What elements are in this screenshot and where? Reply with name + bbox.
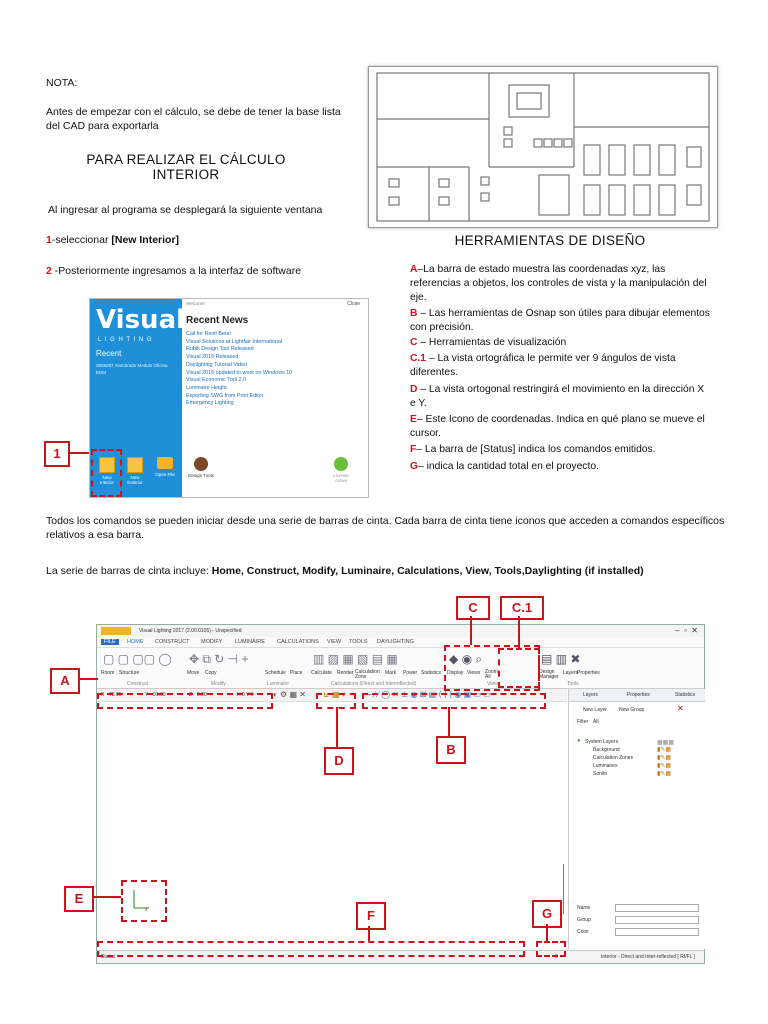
nota-label: NOTA: (46, 77, 78, 89)
license-label: License Active (333, 473, 349, 483)
tool-key-g: G (410, 460, 419, 472)
splash-window (89, 298, 369, 498)
tool-text-c: – Herramientas de visualización (417, 337, 567, 349)
calc-mode: Interior - Direct and Inter-reflected [ Rf/FL ] (601, 954, 696, 960)
tool-text-f: – La barra de [Status] indica los comandos emitidos. (416, 444, 656, 456)
tool-item-d (410, 383, 710, 411)
app-title: Visual Lighting 2017 (2.00.0105) - Unspecified (139, 628, 242, 634)
news-link[interactable]: Luminaire Height (186, 384, 227, 391)
new-exterior-label: New Exterior (127, 475, 143, 485)
tool-text-g: – indica la cantidad total en el proyecto. (418, 460, 599, 472)
group-calculations: Calculations (Direct and Interreflected) (331, 681, 417, 687)
folder-icon (157, 457, 173, 469)
layer-root-icon: ● (577, 738, 581, 744)
name-label: Name (577, 905, 591, 911)
splash-news-panel (182, 299, 368, 497)
tool-key-f: F (410, 444, 417, 456)
design-tools-button[interactable] (188, 457, 214, 478)
ribbon-icons-view: ◆ ◉ ⌕ (449, 652, 483, 666)
ribbon-list-names: Home, Construct, Modify, Luminaire, Calculations, View, Tools,Daylighting (if installed) (211, 565, 644, 577)
osnap-icons[interactable]: ⌁ ∕ ∕ ◯ ✕ ⊥ ◉ ⊠ ▤ ⟨ ⟨ ⟨ ◉ ▣ ▭ ▭ (367, 690, 491, 699)
group-label: Group (577, 917, 591, 923)
section-heading-interior: PARA REALIZAR EL CÁLCULO INTERIOR (86, 152, 286, 182)
tools-heading: HERRAMIENTAS DE DISEÑO (454, 233, 646, 248)
tool-item-b (410, 307, 710, 335)
tool-text-b: – Las herramientas de Osnap son útiles para dibujar elementos con precisión. (410, 307, 710, 333)
group-modify: Modify (211, 681, 226, 687)
tool-key-e: E (410, 414, 417, 426)
step-1 (46, 233, 179, 247)
callout-e-line (92, 896, 121, 898)
news-link[interactable]: Visual 2016 updated to work on Windows 10 (186, 369, 293, 376)
tool-text-a: –La barra de estado muestra las coordenadas xyz, las referencias a objetos, los controles de vista y la manipulación del eje. (410, 264, 707, 304)
view-control-icons[interactable]: ◐ ⚙ ▦ ✕ (273, 690, 306, 699)
callout-d: D (324, 747, 354, 775)
tool-key-a: A (410, 264, 418, 275)
ribbon-btn-statistics[interactable]: Statistics (421, 670, 442, 676)
ribbon-icons-tools: ▤ ▥ ✖ (541, 652, 581, 666)
step-1-number: 1 (46, 234, 52, 246)
coord-y-value: 01.00 (153, 692, 166, 698)
layer-color-icons[interactable]: ▮✎▦ (657, 755, 671, 761)
new-layer-button[interactable]: New Layer (583, 707, 607, 713)
tab-layers[interactable]: Layers (583, 692, 599, 698)
ribbon-tabs (97, 637, 704, 648)
splash-logo: Visual (96, 305, 186, 335)
color-field[interactable] (615, 928, 699, 936)
layer-toggle-icons[interactable]: ▦▦▦ (657, 740, 675, 746)
tool-key-c: C (410, 337, 418, 349)
layer-item[interactable]: Calculation Zones (593, 755, 634, 761)
step-2 (46, 264, 301, 278)
ribbon-btn-copy[interactable]: Copy (205, 670, 217, 676)
layer-color-icons[interactable]: ▮✎▦ (657, 747, 671, 753)
new-interior-label: New Interior (99, 475, 114, 485)
tool-key-c1: C.1 (410, 353, 427, 365)
highlight-coords (97, 693, 273, 709)
ribbon-btn-place[interactable]: Place (290, 670, 303, 676)
callout-1: 1 (44, 441, 70, 467)
ribbon-btn-calculate[interactable]: Calculate (311, 670, 332, 676)
floor-plan-image (368, 66, 718, 228)
ribbon-btn-views[interactable]: Views (467, 670, 481, 676)
axis-line (563, 864, 564, 914)
splash-logo-sub: L I G H T I N G (98, 337, 153, 343)
news-link[interactable]: Visual 2016 Released (186, 354, 239, 361)
open-file-label: Open File (155, 472, 175, 477)
status-text: Status (101, 954, 116, 960)
ribbon-btn-move[interactable]: Move (187, 670, 200, 676)
step-1-text: -seleccionar (51, 234, 112, 246)
ribbon-btn-schedule[interactable]: Schedule (265, 670, 286, 676)
callout-c1-line (518, 616, 520, 648)
filter-select[interactable]: All (593, 719, 599, 725)
layer-color-icons[interactable]: ▮✎▦ (657, 763, 671, 769)
tab-statistics[interactable]: Statistics (675, 692, 696, 698)
new-interior-highlight (91, 449, 122, 497)
drawing-canvas[interactable] (97, 702, 567, 949)
open-file-button[interactable] (154, 457, 176, 477)
layer-item[interactable]: Luminaires (593, 763, 618, 769)
new-group-button[interactable]: New Group (619, 707, 645, 713)
callout-a-line (78, 678, 98, 680)
tab-calculations[interactable]: CALCULATIONS (277, 639, 319, 645)
ribbon (97, 648, 704, 689)
recent-news-title: Recent News (186, 315, 249, 326)
tool-text-d: – La vista ortogonal restringirá el movimiento en la dirección X e Y. (410, 383, 705, 409)
callout-f: F (356, 902, 386, 930)
news-link[interactable]: Daylighting Tutorial Video (186, 361, 248, 368)
ribbon-intro-paragraph: Todos los comandos se pueden iniciar desde una serie de barras de cinta. Cada barra de cinta tiene iconos que acceden a comandos específicos relativos a esa barra. (46, 515, 725, 541)
coord-x-value: 78.00 (109, 692, 122, 698)
ribbon-btn-properties[interactable]: Properties (577, 670, 600, 676)
splash-recent-file-2[interactable]: EDM (96, 370, 106, 375)
group-tools: Tools (567, 681, 579, 687)
layer-item[interactable]: Background (593, 747, 620, 753)
tool-item-f (410, 443, 710, 457)
ribbon-icons-modify: ✥ ⧉ ↻ ⊣ + (189, 652, 249, 666)
callout-1-line (68, 452, 89, 454)
side-panel (568, 689, 705, 949)
tab-construct[interactable]: CONSTRUCT (155, 639, 190, 645)
design-tools-icon (194, 457, 208, 471)
ribbon-btn-mark[interactable]: Mark (385, 670, 397, 676)
splash-recent-title: Recent (96, 349, 122, 358)
ortho-icons[interactable]: ⊾ ▦ ▾ (323, 690, 346, 699)
tab-home[interactable]: HOME (127, 639, 144, 645)
ribbon-btn-zoom-all[interactable]: Zoom All (485, 669, 498, 680)
highlight-ucs (121, 880, 167, 922)
coord-x-label: X (101, 692, 105, 698)
ribbon-btn-design-manager[interactable]: Design Manager (539, 669, 559, 680)
tool-key-d: D (410, 383, 418, 395)
news-link[interactable]: Exporting SWG from Print Editor (186, 392, 264, 399)
highlight-ortho-views (498, 648, 540, 688)
tab-tools[interactable]: TOOLS (349, 639, 368, 645)
quick-access-icons[interactable] (101, 627, 131, 635)
delete-icon[interactable]: ✕ (677, 704, 684, 713)
group-view: View (487, 681, 498, 687)
ribbon-list-paragraph (46, 564, 726, 578)
layer-item[interactable]: Sonito (593, 771, 608, 777)
callout-g: G (532, 900, 562, 928)
tab-luminaire[interactable]: LUMINAIRE (235, 639, 265, 645)
nota-text: Antes de empezar con el cálculo, se debe de tener la base lista del CAD para exportarla (46, 106, 341, 132)
step-2-number: 2 (46, 265, 52, 277)
svg-text:x: x (145, 907, 148, 912)
tab-file[interactable]: FILE (101, 639, 119, 645)
splash-close-button[interactable]: Close (347, 301, 360, 307)
color-label: Color (577, 929, 589, 935)
callout-g-line (546, 924, 548, 941)
callout-f-line (368, 926, 370, 941)
new-exterior-icon (127, 457, 143, 473)
splash-recent-file[interactable]: 3808297 Alumbrado Modulo Oficina (96, 363, 168, 368)
window-controls[interactable]: – ▫ ✕ (675, 626, 698, 635)
ribbon-icons-calc: ▥ ▨ ▦ ▧ ▤ ▦ (313, 652, 398, 666)
news-link[interactable]: Call for Revit Beta! (186, 331, 231, 337)
tool-item-e (410, 413, 710, 441)
intro-text: Al ingresar al programa se desplegará la siguiente ventana (48, 204, 323, 216)
highlight-osnap (362, 693, 546, 709)
tool-item-c1 (410, 352, 710, 380)
new-exterior-button[interactable] (124, 457, 146, 485)
tools-list (410, 263, 710, 474)
news-link[interactable]: Rubik Design Tool Released (186, 346, 254, 353)
count-value: 0 (555, 954, 558, 960)
app-window (96, 624, 705, 964)
name-field[interactable] (615, 904, 699, 912)
design-tools-label: Design Tools (188, 473, 214, 478)
splash-top-label: Welcome (186, 301, 205, 306)
group-luminaire: Luminaire (267, 681, 289, 687)
tab-properties[interactable]: Properties (627, 692, 650, 698)
title-bar (97, 625, 704, 637)
ribbon-btn-calc-zone[interactable]: Calculation Zone (355, 669, 380, 680)
group-construct: Construct (127, 681, 149, 687)
ribbon-btn-display[interactable]: Display (447, 670, 464, 676)
ribbon-icons-construct: ▢ ▢ ▢▢ ◯ (103, 652, 172, 666)
layer-root[interactable]: System Layers (585, 739, 619, 745)
news-link[interactable]: Visual Economic Tool 2.0 (186, 377, 247, 384)
tool-item-c (410, 336, 710, 350)
tool-text-e: – Este Icono de coordenadas. Indica en qué plano se mueve el cursor. (410, 414, 705, 440)
step-2-text: -Posteriormente ingresamos a la interfaz de software (51, 265, 302, 277)
tool-key-b: B (410, 307, 418, 319)
license-button[interactable] (328, 457, 354, 483)
tool-item-a (410, 263, 710, 306)
callout-c: C (456, 596, 490, 620)
highlight-status (97, 941, 525, 957)
coord-z-value: 0.00 (197, 692, 207, 698)
floor-plan-drawing (369, 67, 717, 227)
layer-color-icons[interactable]: ▮✎▦ (657, 771, 671, 777)
side-panel-tabs (569, 689, 705, 702)
callout-c1: C.1 (500, 596, 544, 620)
ribbon-btn-power[interactable]: Power (403, 670, 418, 676)
tool-item-g (410, 460, 710, 474)
news-list (186, 331, 356, 408)
callout-b-line (448, 707, 450, 736)
news-link[interactable]: Visual Solutions at Lightfair International (186, 338, 283, 345)
callout-e: E (64, 886, 94, 912)
ribbon-list-lead: La serie de barras de cinta incluye: (46, 565, 212, 577)
callout-d-line (336, 707, 338, 747)
ribbon-btn-room[interactable]: Room (101, 670, 115, 676)
tab-modify[interactable]: MODIFY (201, 639, 223, 645)
tab-daylighting[interactable]: DAYLIGHTING (377, 639, 414, 645)
news-link[interactable]: Emergency Lighting (186, 400, 234, 407)
callout-b: B (436, 736, 466, 764)
callout-c-line (470, 616, 472, 645)
coord-hv: H 0 V 0 (237, 692, 254, 698)
coord-y-label: Y (145, 692, 149, 698)
tab-view[interactable]: VIEW (327, 639, 342, 645)
step-1-bold: [New Interior] (111, 234, 180, 246)
ribbon-btn-render[interactable]: Render (337, 670, 354, 676)
ribbon-btn-layers[interactable]: Layers (563, 670, 579, 676)
power-icon (334, 457, 348, 471)
group-select[interactable] (615, 916, 699, 924)
tool-text-c1: – La vista ortográfica le permite ver 9 ángulos de vista diferentes. (410, 353, 676, 379)
callout-a: A (50, 668, 80, 694)
coord-z-label: Z (189, 692, 193, 698)
highlight-count (536, 941, 566, 957)
filter-label: Filter (577, 719, 589, 725)
ribbon-btn-structure[interactable]: Structure (119, 670, 140, 676)
